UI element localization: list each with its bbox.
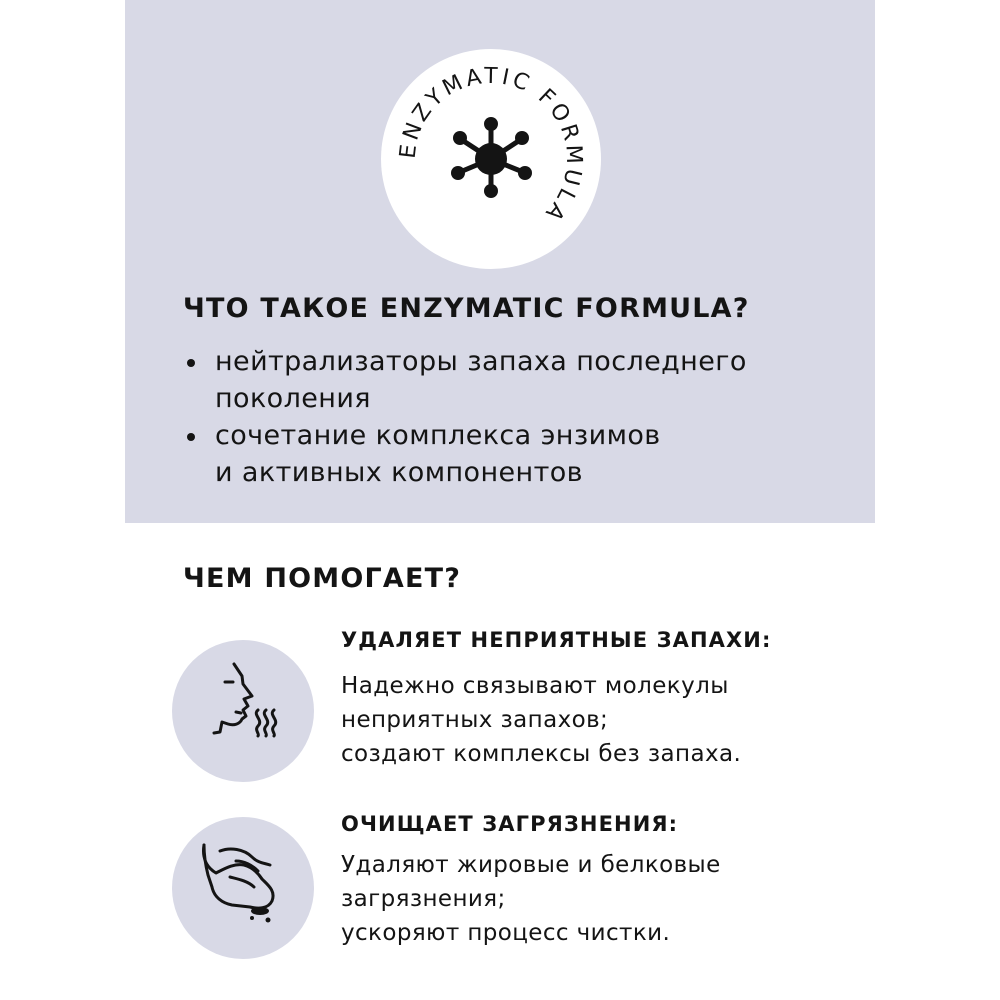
bullet-dot — [187, 359, 195, 367]
odor-icon-circle — [172, 640, 314, 782]
benefit-text-line: создают комплексы без запаха. — [341, 741, 742, 767]
intro-heading: ЧТО ТАКОЕ ENZYMATIC FORMULA? — [183, 293, 750, 324]
benefit-text-cleaning — [341, 848, 721, 950]
benefit-text-odor — [341, 669, 741, 771]
bullet-text-line: и активных компонентов — [215, 457, 583, 488]
benefit-title-cleaning: ОЧИЩАЕТ ЗАГРЯЗНЕНИЯ: — [341, 812, 679, 836]
benefit-text-line: ускоряют процесс чистки. — [341, 920, 671, 946]
benefit-text-line: неприятных запахов; — [341, 707, 609, 733]
hand-cleaning-icon — [172, 817, 314, 959]
bullet-dot — [187, 433, 195, 441]
benefit-text-line: Удаляют жировые и белковые — [341, 852, 721, 878]
benefit-title-odor: УДАЛЯЕТ НЕПРИЯТНЫЕ ЗАПАХИ: — [341, 628, 772, 652]
enzymatic-formula-badge — [380, 48, 602, 270]
face-smell-icon — [172, 640, 314, 782]
help-heading: ЧЕМ ПОМОГАЕТ? — [183, 563, 462, 594]
benefit-text-line: загрязнения; — [341, 886, 506, 912]
bullet-text-line: сочетание комплекса энзимов — [215, 420, 661, 451]
molecule-icon — [380, 48, 602, 270]
bullet-text-line: нейтрализаторы запаха последнего — [215, 346, 747, 377]
intro-bullet-list — [183, 343, 747, 491]
bullet-item — [183, 417, 747, 491]
benefit-text-line: Надежно связывают молекулы — [341, 673, 729, 699]
bullet-item — [183, 343, 747, 417]
badge-ring-text: ENZYMATIC FORMULA — [395, 63, 587, 228]
cleaning-icon-circle — [172, 817, 314, 959]
bullet-text-line: поколения — [215, 383, 371, 414]
